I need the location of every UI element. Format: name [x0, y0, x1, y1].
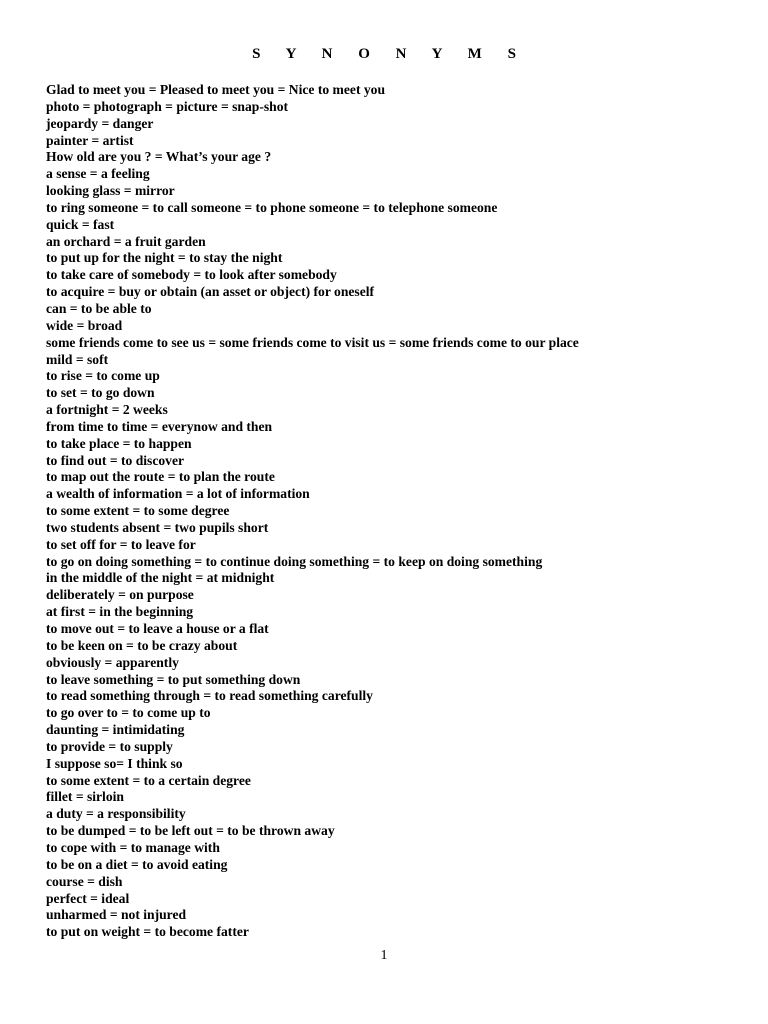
synonym-entry: to ring someone = to call someone = to phone someone = to telephone someone — [46, 199, 498, 215]
synonym-entry: painter = artist — [46, 132, 134, 148]
synonym-entry: to read something through = to read something carefully — [46, 688, 373, 704]
synonym-entry: to go on doing something = to continue doing something = to keep on doing something — [46, 553, 543, 569]
synonym-entry: at first = in the beginning — [46, 604, 194, 620]
synonym-entry: some friends come to see us = some friends come to visit us = some friends come to our place — [46, 334, 579, 350]
synonym-entry: to rise = to come up — [46, 368, 160, 384]
synonym-entry: perfect = ideal — [46, 890, 130, 906]
synonym-entry: to some extent = to a certain degree — [46, 772, 251, 788]
synonym-entry: to go over to = to come up to — [46, 705, 211, 721]
synonym-entry: mild = soft — [46, 351, 109, 367]
synonym-entry: looking glass = mirror — [46, 183, 175, 199]
synonym-entry: to be on a diet = to avoid eating — [46, 856, 228, 872]
synonym-entry: Glad to meet you = Pleased to meet you = Nice to meet you — [46, 82, 386, 97]
synonym-entry: to acquire = buy or obtain (an asset or object) for oneself — [46, 284, 375, 300]
synonym-entry: to provide = to supply — [46, 738, 173, 754]
synonym-entry: deliberately = on purpose — [46, 587, 194, 603]
synonym-entry: two students absent = two pupils short — [46, 519, 269, 535]
synonym-entry: to take care of somebody = to look after somebody — [46, 267, 337, 283]
page-number: 1 — [380, 948, 388, 963]
synonym-entry: fillet = sirloin — [46, 789, 124, 805]
synonym-list — [46, 82, 746, 941]
synonym-entry: to set off for = to leave for — [46, 536, 196, 552]
synonym-entry: to be dumped = to be left out = to be thrown away — [46, 823, 335, 839]
synonym-entry: to be keen on = to be crazy about — [46, 637, 238, 653]
synonym-entry: How old are you ? = What’s your age ? — [46, 149, 272, 165]
synonym-entry: from time to time = everynow and then — [46, 418, 273, 434]
synonym-entry: to put up for the night = to stay the night — [46, 250, 283, 266]
synonym-entry: daunting = intimidating — [46, 722, 185, 738]
synonym-entry: to set = to go down — [46, 385, 155, 401]
synonym-entry: a wealth of information = a lot of information — [46, 486, 310, 502]
synonym-entry: wide = broad — [46, 317, 123, 333]
synonym-entry: photo = photograph = picture = snap-shot — [46, 98, 289, 114]
synonym-entry: to cope with = to manage with — [46, 839, 220, 855]
synonym-entry: to find out = to discover — [46, 452, 185, 468]
synonym-entry: to move out = to leave a house or a flat — [46, 621, 269, 636]
synonym-entry: obviously = apparently — [46, 654, 179, 670]
synonym-entry: a sense = a feeling — [46, 166, 150, 182]
synonym-entry: to some extent = to some degree — [46, 503, 230, 519]
synonym-entry: course = dish — [46, 873, 123, 889]
synonym-entry: in the middle of the night = at midnight — [46, 570, 275, 586]
synonym-entry: quick = fast — [46, 216, 115, 232]
synonym-entry: to map out the route = to plan the route — [46, 469, 275, 485]
page-title: S Y N O N Y M S — [252, 46, 527, 62]
synonym-entry: I suppose so= I think so — [46, 755, 183, 771]
synonym-entry: a duty = a responsibility — [46, 806, 186, 822]
synonym-entry: unharmed = not injured — [46, 907, 187, 923]
synonym-entry: an orchard = a fruit garden — [46, 233, 206, 249]
synonym-entry: a fortnight = 2 weeks — [46, 402, 168, 418]
synonym-entry: to put on weight = to become fatter — [46, 924, 249, 940]
synonym-entry: can = to be able to — [46, 300, 152, 316]
synonym-entry: jeopardy = danger — [46, 115, 154, 131]
synonym-entry: to take place = to happen — [46, 435, 192, 451]
synonym-entry: to leave something = to put something down — [46, 671, 301, 687]
